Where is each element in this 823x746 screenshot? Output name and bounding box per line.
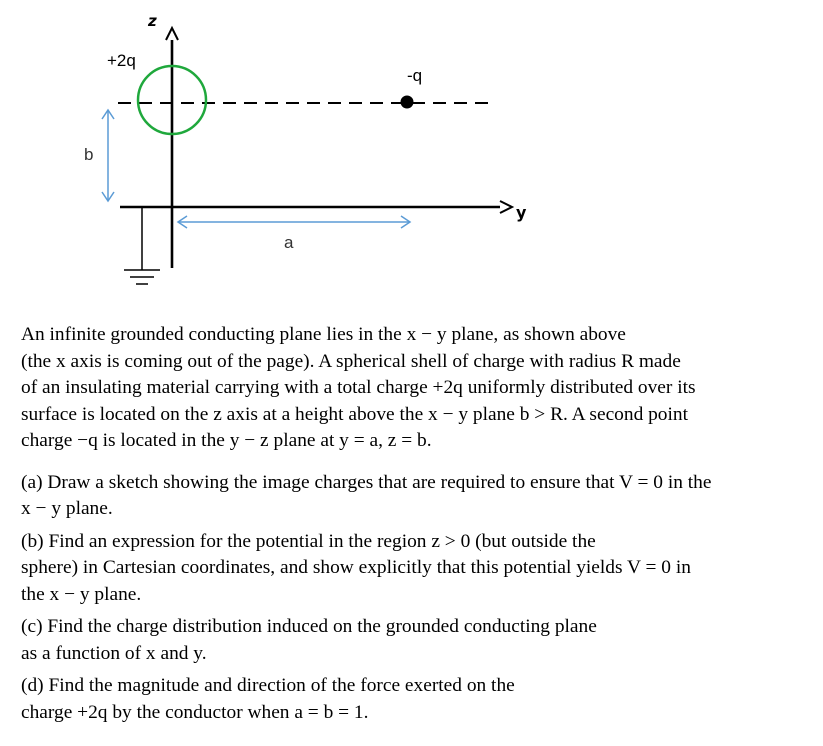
intro-line: (the x axis is coming out of the page). A spherical shell of charge with radius R made	[21, 350, 681, 372]
y-axis-label: y	[516, 203, 527, 222]
intro-line: An infinite grounded conducting plane lies in the x − y plane, as shown above	[21, 324, 626, 345]
z-axis-arrowhead	[166, 28, 178, 40]
part-c-line: as a function of x and y.	[21, 642, 207, 664]
y-axis-arrowhead	[500, 201, 512, 213]
part-c-line: (c) Find the charge distribution induced on the grounded conducting plane	[21, 616, 597, 637]
problem-part-d	[21, 673, 791, 726]
problem-part-a	[21, 470, 791, 523]
ground-icon	[124, 207, 160, 284]
a-dimension-label: a	[284, 233, 294, 252]
point-charge-label: -q	[407, 66, 423, 85]
shell-charge-label: +2q	[107, 51, 136, 70]
part-b-line: the x − y plane.	[21, 583, 142, 605]
intro-line: of an insulating material carrying with a total charge +2q uniformly distributed over its	[21, 377, 696, 398]
intro-line: surface is located on the z axis at a height above the x − y plane b > R. A second point	[21, 403, 688, 425]
problem-part-c	[21, 614, 791, 667]
part-a-line: (a) Draw a sketch showing the image charges that are required to ensure that V = 0 in the	[21, 471, 712, 493]
charge-diagram	[0, 0, 823, 310]
part-b-line: sphere) in Cartesian coordinates, and show explicitly that this potential yields V = 0 in	[21, 557, 691, 578]
problem-intro	[21, 322, 791, 455]
b-dimension-label: b	[84, 145, 94, 164]
problem-part-b	[21, 529, 791, 609]
part-b-line: (b) Find an expression for the potential in the region z > 0 (but outside the	[21, 530, 596, 552]
problem-text	[21, 322, 791, 726]
point-charge	[401, 96, 414, 109]
z-axis-label: z	[148, 12, 157, 30]
part-d-line: (d) Find the magnitude and direction of the force exerted on the	[21, 675, 515, 696]
intro-line: charge −q is located in the y − z plane at y = a, z = b.	[21, 430, 432, 451]
part-a-line: x − y plane.	[21, 498, 113, 519]
part-d-line: charge +2q by the conductor when a = b = 1.	[21, 701, 369, 723]
